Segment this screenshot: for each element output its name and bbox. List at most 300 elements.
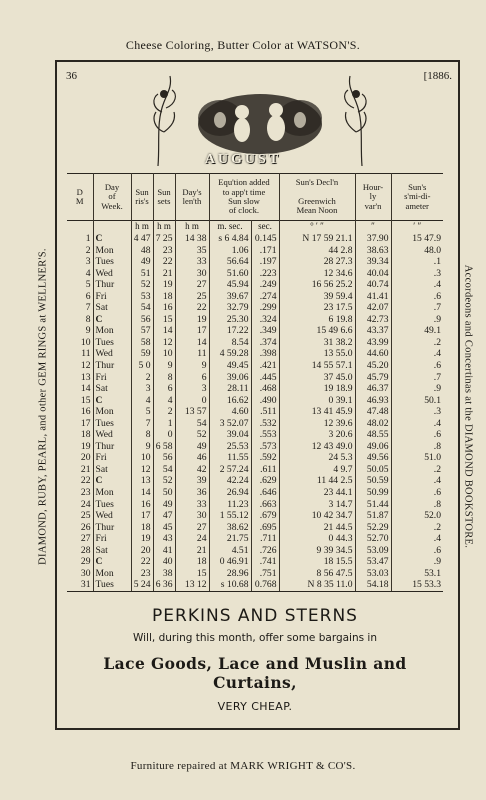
cell-day-of-week: Tues [93,418,131,430]
cell-declination: 12 39.6 [279,418,355,430]
table-row [67,314,443,326]
cell-declination: 31 38.2 [279,337,355,349]
cell-semi-diameter: .4 [391,533,443,545]
cell-day-of-month: 5 [85,279,91,291]
cell-hourly-variation: .751 [251,568,279,580]
cell-hourly-variation: .223 [251,268,279,280]
cell-declination-variation: 39.34 [355,256,391,268]
cell-declination-variation: 48.02 [355,418,391,430]
header-day-length: Day's len'th [175,174,209,221]
cell-day-of-month: 10 [80,336,91,348]
cell-hourly-variation: .274 [251,291,279,303]
cell-day-of-month: 2 [85,244,91,256]
cell-hourly-variation: .592 [251,452,279,464]
cell-declination: 3 20.6 [279,429,355,441]
cell-equation-of-time: 8.54 [209,337,251,349]
cell-day-of-week: C [93,314,131,326]
cell-day-of-month: 25 [80,510,91,522]
cell-sunrise: 3 [131,383,153,395]
table-row [67,464,443,476]
cell-day-of-week: C [93,395,131,407]
cell-semi-diameter: .4 [391,279,443,291]
cell-day-of-month: 3 [85,256,91,268]
cell-day-of-month: 7 [85,302,91,314]
cell-equation-of-time: 17.22 [209,325,251,337]
cell-day-length: 36 [175,487,209,499]
cell-semi-diameter: .7 [391,372,443,384]
cell-semi-diameter: .9 [391,314,443,326]
table-row [67,395,443,407]
cell-day-of-month: 17 [80,417,91,429]
cell-day-of-week: C [93,556,131,568]
cell-semi-diameter: .1 [391,256,443,268]
cell-day-of-week: Sat [93,545,131,557]
cell-day-length: 52 [175,429,209,441]
cell-sunrise: 51 [131,268,153,280]
cell-hourly-variation: .511 [251,406,279,418]
cell-day-length: 22 [175,302,209,314]
unit-hourly: sec. [251,221,279,234]
cell-sunset: 40 [153,556,175,568]
header-declination-variation: Hour- ly var'n [355,174,391,221]
cell-day-length: 15 [175,568,209,580]
cell-day-of-week: Tues [93,337,131,349]
cell-declination: 18 15.5 [279,556,355,568]
cell-declination-variation: 42.73 [355,314,391,326]
table-row [67,579,443,591]
cell-day-of-week: Tues [93,579,131,591]
cell-declination: 28 27.3 [279,256,355,268]
cell-declination: 21 44.5 [279,522,355,534]
table-row [67,568,443,580]
cell-day-of-week: Thur [93,522,131,534]
cell-day-of-month: 27 [80,533,91,545]
cell-day-of-month: 20 [80,452,91,464]
cell-day-length: 25 [175,291,209,303]
cell-declination: 37 45.0 [279,372,355,384]
cell-sunset: 6 36 [153,579,175,591]
cell-equation-of-time: 32.79 [209,302,251,314]
table-row [67,475,443,487]
table-row [67,360,443,372]
cell-day-of-week: Mon [93,245,131,257]
cell-day-length: 21 [175,545,209,557]
cell-semi-diameter: .9 [391,556,443,568]
table-row [67,383,443,395]
year-label: [1886. [423,70,452,82]
cell-hourly-variation: .421 [251,360,279,372]
cell-day-of-month: 12 [80,360,91,372]
cell-equation-of-time: 25.53 [209,441,251,453]
cell-semi-diameter: .2 [391,337,443,349]
cell-semi-diameter: .6 [391,291,443,303]
cell-declination-variation: 42.07 [355,302,391,314]
cell-sunrise: 17 [131,510,153,522]
cell-hourly-variation: .324 [251,314,279,326]
cell-sunset: 43 [153,533,175,545]
top-advertisement: Cheese Coloring, Butter Color at WATSON'S. [125,38,361,52]
cell-sunset: 38 [153,568,175,580]
cell-declination: 44 2.8 [279,245,355,257]
cell-day-of-month: 8 [85,313,91,325]
table-row [67,406,443,418]
cell-declination: 12 43 49.0 [279,441,355,453]
cell-day-of-month: 28 [80,544,91,556]
cell-day-length: 46 [175,452,209,464]
cell-semi-diameter: .4 [391,475,443,487]
cell-declination-variation: 49.56 [355,452,391,464]
table-row [67,291,443,303]
cell-day-of-week: Fri [93,533,131,545]
cell-day-of-week: Tues [93,256,131,268]
cell-hourly-variation: .629 [251,475,279,487]
cell-equation-of-time: 49.45 [209,360,251,372]
cell-hourly-variation: .374 [251,337,279,349]
cell-declination: 12 34.6 [279,268,355,280]
cell-equation-of-time: 51.60 [209,268,251,280]
cell-hourly-variation: .445 [251,372,279,384]
cell-declination: 0 39.1 [279,395,355,407]
cell-sunset: 22 [153,256,175,268]
cell-sunset: 54 [153,464,175,476]
cell-semi-diameter: .7 [391,302,443,314]
cell-declination: 14 55 57.1 [279,360,355,372]
cell-declination: 15 49 6.6 [279,325,355,337]
unit-decl-var: ″ [355,221,391,234]
cell-declination: N 17 59 21.1 [279,233,355,245]
cell-sunset: 6 [153,383,175,395]
cell-day-length: 27 [175,522,209,534]
cell-equation-of-time: 28.11 [209,383,251,395]
cell-declination: N 8 35 11.0 [279,579,355,591]
cell-sunrise: 4 47 [131,233,153,245]
cell-day-length: 39 [175,475,209,487]
cell-sunset: 10 [153,348,175,360]
cell-hourly-variation: .468 [251,383,279,395]
cell-sunset: 2 [153,406,175,418]
header-sunrise: Sun ris's [131,174,153,221]
cell-declination: 11 44 2.5 [279,475,355,487]
cell-sunrise: 58 [131,337,153,349]
table-row [67,348,443,360]
cell-sunrise: 5 0 [131,360,153,372]
cell-declination-variation: 53.03 [355,568,391,580]
cell-day-of-week: Mon [93,406,131,418]
cell-semi-diameter: .6 [391,545,443,557]
cell-declination-variation: 40.74 [355,279,391,291]
cell-sunset: 14 [153,325,175,337]
cell-declination-variation: 52.70 [355,533,391,545]
cell-day-length: 30 [175,268,209,280]
cell-sunrise: 57 [131,325,153,337]
cell-sunset: 4 [153,395,175,407]
table-row [67,245,443,257]
cell-sunrise: 13 [131,475,153,487]
cell-sunset: 41 [153,545,175,557]
page-number: 36 [66,70,77,82]
cell-equation-of-time: 3 52.07 [209,418,251,430]
cell-sunrise: 49 [131,256,153,268]
cell-declination-variation: 48.55 [355,429,391,441]
cell-semi-diameter: .2 [391,464,443,476]
cell-day-of-month: 15 [80,394,91,406]
ad-line-2: Lace Goods, Lace and Muslin and Curtains, [103,654,407,692]
cell-day-of-week: Thur [93,279,131,291]
unit-sunset: h m [153,221,175,234]
cell-declination: 13 41 45.9 [279,406,355,418]
cell-day-of-week: Sat [93,464,131,476]
unit-daylen: h m [175,221,209,234]
cell-equation-of-time: 4.51 [209,545,251,557]
cell-day-of-week: Wed [93,348,131,360]
cell-declination: 10 42 34.7 [279,510,355,522]
table-row [67,556,443,568]
cell-declination-variation: 52.29 [355,522,391,534]
cell-day-of-month: 19 [80,440,91,452]
cell-declination: 39 59.4 [279,291,355,303]
bottom-advertisement: Furniture repaired at MARK WRIGHT & CO'S. [130,760,356,772]
ad-line-3: VERY CHEAP. [217,700,293,713]
month-title: AUGUST [204,152,282,167]
cell-sunset: 6 58 [153,441,175,453]
table-row [67,522,443,534]
cell-hourly-variation: .249 [251,279,279,291]
cell-day-length: 13 57 [175,406,209,418]
cell-day-of-week: Wed [93,429,131,441]
cell-declination-variation: 43.37 [355,325,391,337]
cell-declination-variation: 44.60 [355,348,391,360]
cell-equation-of-time: 56.64 [209,256,251,268]
cell-sunset: 1 [153,418,175,430]
cell-equation-of-time: 42.24 [209,475,251,487]
cell-declination-variation: 53.47 [355,556,391,568]
cell-day-of-month: 13 [80,371,91,383]
cell-semi-diameter: .3 [391,268,443,280]
cell-declination: 6 19.8 [279,314,355,326]
cell-day-of-week: Tues [93,499,131,511]
cell-hourly-variation: .646 [251,487,279,499]
cell-day-of-month: 29 [80,556,91,568]
cell-sunset: 0 [153,429,175,441]
cell-sunrise: 52 [131,279,153,291]
cell-sunset: 7 25 [153,233,175,245]
cell-hourly-variation: .663 [251,499,279,511]
cell-sunrise: 22 [131,556,153,568]
header-day-of-week: Day of Week. [93,174,131,221]
cell-semi-diameter: 15 47.9 [391,233,443,245]
cell-sunset: 16 [153,302,175,314]
cell-day-of-week: Sat [93,302,131,314]
cell-day-of-week: Fri [93,452,131,464]
cell-day-of-month: 23 [80,487,91,499]
almanac-table [67,173,443,592]
cell-day-length: 18 [175,556,209,568]
table-row [67,545,443,557]
cell-declination-variation: 47.48 [355,406,391,418]
cell-semi-diameter: .6 [391,487,443,499]
cell-sunset: 18 [153,291,175,303]
cell-sunset: 23 [153,245,175,257]
cell-hourly-variation: .171 [251,245,279,257]
cell-day-of-month: 24 [80,498,91,510]
cell-day-of-month: 16 [80,406,91,418]
cell-day-length: 35 [175,245,209,257]
cell-hourly-variation: .573 [251,441,279,453]
cell-hourly-variation: .197 [251,256,279,268]
cell-sunset: 8 [153,372,175,384]
unit-sunrise: h m [131,221,153,234]
cell-semi-diameter: 52.0 [391,510,443,522]
cell-semi-diameter: .6 [391,429,443,441]
cell-equation-of-time: 0 46.91 [209,556,251,568]
cell-hourly-variation: .553 [251,429,279,441]
cell-day-of-month: 26 [80,521,91,533]
cell-declination-variation: 41.41 [355,291,391,303]
cell-day-of-month: 31 [67,579,93,591]
cell-hourly-variation: 0.768 [251,579,279,591]
cell-declination: 3 14.7 [279,499,355,511]
cell-declination-variation: 51.87 [355,510,391,522]
cell-declination: 8 56 47.5 [279,568,355,580]
cell-day-of-week: Thur [93,360,131,372]
cell-declination: 23 44.1 [279,487,355,499]
cell-hourly-variation: .611 [251,464,279,476]
cell-declination-variation: 46.93 [355,395,391,407]
perkins-sterns-advertisement [67,606,443,713]
cell-day-length: 17 [175,325,209,337]
cell-semi-diameter: .8 [391,441,443,453]
cell-day-of-month: 6 [85,290,91,302]
cell-day-of-week: Wed [93,268,131,280]
cell-equation-of-time: 45.94 [209,279,251,291]
cell-semi-diameter: .3 [391,406,443,418]
cell-day-length: 27 [175,279,209,291]
cell-sunrise: 5 [131,406,153,418]
cell-declination-variation: 45.20 [355,360,391,372]
cell-day-of-week: Fri [93,291,131,303]
right-side-advertisement: Accordeons and Concertinas at the DIAMOND BOOKSTORE. [462,264,474,549]
cell-equation-of-time: 11.55 [209,452,251,464]
cell-sunset: 45 [153,522,175,534]
cell-sunrise: 4 [131,395,153,407]
cell-day-length: 14 [175,337,209,349]
cell-sunrise: 23 [131,568,153,580]
cell-semi-diameter: .4 [391,348,443,360]
cell-day-length: 42 [175,464,209,476]
cell-equation-of-time: 16.62 [209,395,251,407]
cell-declination: 23 17.5 [279,302,355,314]
table-row [67,302,443,314]
cell-sunrise: 16 [131,499,153,511]
cell-hourly-variation: 0.145 [251,233,279,245]
table-row [67,452,443,464]
table-row [67,256,443,268]
header-day-of-month: D M [75,186,84,206]
cell-equation-of-time: 21.75 [209,533,251,545]
cell-sunset: 9 [153,360,175,372]
cell-declination-variation: 51.44 [355,499,391,511]
cell-day-of-month: 22 [80,475,91,487]
cell-sunset: 49 [153,499,175,511]
cell-hourly-variation: .349 [251,325,279,337]
unit-semi: ′ ″ [391,221,443,234]
cell-day-of-week: Mon [93,325,131,337]
cell-sunrise: 12 [131,464,153,476]
cell-day-of-month: 1 [85,233,91,244]
cell-day-of-month: 30 [80,567,91,579]
header-semi-diameter: Sun's s'mi-di- ameter [391,174,443,221]
cell-equation-of-time: 28.96 [209,568,251,580]
cell-semi-diameter: 51.0 [391,452,443,464]
cell-day-length: 54 [175,418,209,430]
table-row [67,372,443,384]
cell-hourly-variation: .726 [251,545,279,557]
cell-hourly-variation: .741 [251,556,279,568]
cell-hourly-variation: .679 [251,510,279,522]
cell-declination-variation: 49.06 [355,441,391,453]
cell-semi-diameter: 53.1 [391,568,443,580]
cell-day-length: 24 [175,533,209,545]
cell-day-of-week: Mon [93,568,131,580]
header-equation-of-time: Equ'tion added to app't time Sun slow of clock. [209,174,279,221]
header-row [67,174,443,221]
cell-day-of-month: 4 [85,267,91,279]
cell-hourly-variation: .299 [251,302,279,314]
cell-declination-variation: 53.09 [355,545,391,557]
cell-sunrise: 53 [131,291,153,303]
table-row [67,487,443,499]
cell-sunrise: 18 [131,522,153,534]
cell-day-length: 11 [175,348,209,360]
cell-semi-diameter: .8 [391,499,443,511]
cell-hourly-variation: .490 [251,395,279,407]
unit-eqtime: m. sec. [209,221,251,234]
cell-sunset: 12 [153,337,175,349]
cell-semi-diameter: 49.1 [391,325,443,337]
cell-day-length: 13 12 [175,579,209,591]
cell-day-of-month: 18 [80,429,91,441]
cell-sunrise: 8 [131,429,153,441]
unit-decl: ° ′ ″ [279,221,355,234]
table-row [67,429,443,441]
cell-declination: 4 9.7 [279,464,355,476]
table-row [67,510,443,522]
cell-equation-of-time: 11.23 [209,499,251,511]
cell-equation-of-time: 25.30 [209,314,251,326]
cell-day-of-week: C [93,475,131,487]
cell-equation-of-time: 2 57.24 [209,464,251,476]
cell-equation-of-time: 1 55.12 [209,510,251,522]
cell-equation-of-time: s 10.68 [209,579,251,591]
cell-hourly-variation: .398 [251,348,279,360]
units-row [67,221,443,234]
ad-line-1: Will, during this month, offer some bargains in [132,632,378,644]
cell-day-length: 33 [175,499,209,511]
cell-equation-of-time: 39.67 [209,291,251,303]
cell-day-length: 3 [175,383,209,395]
cell-semi-diameter: .6 [391,360,443,372]
cell-day-of-month: 21 [80,463,91,475]
cell-sunset: 52 [153,475,175,487]
header-declination: Sun's Decl'n Greenwich Mean Noon [279,174,355,221]
cell-declination-variation: 46.37 [355,383,391,395]
cell-declination-variation: 50.05 [355,464,391,476]
table-row [67,233,443,245]
cell-day-length: 49 [175,441,209,453]
cell-equation-of-time: 38.62 [209,522,251,534]
cell-sunrise: 2 [131,372,153,384]
cell-declination-variation: 54.18 [355,579,391,591]
